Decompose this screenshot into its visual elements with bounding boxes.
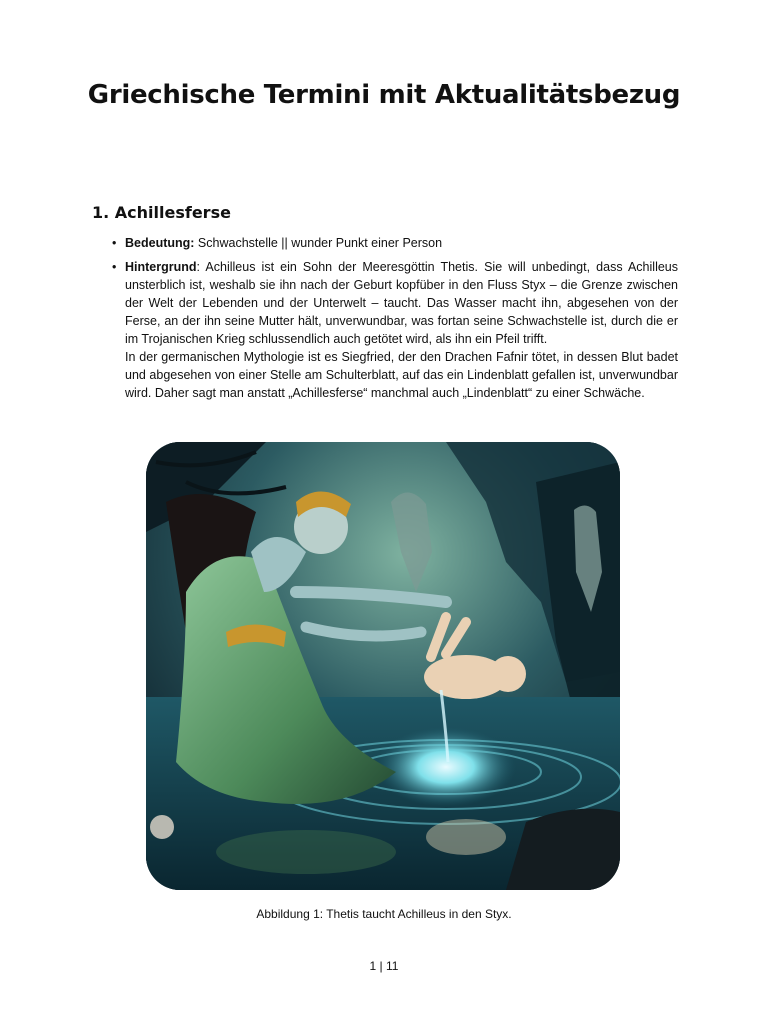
section-heading: 1. Achillesferse (92, 203, 231, 222)
list-item-background (106, 258, 678, 402)
item-text-continued: In der germanischen Mythologie ist es Siegfried, der den Drachen Fafnir tötet, in dessen Blut badet und abgesehen von einer Stelle am Schulterblatt, auf das ein Lindenblatt gefallen ist, unverwundbar wird. Daher sagt man anstatt „Achillesferse“ manchmal auch „Lindenblatt“ zu einer Schwäche. (125, 350, 678, 400)
item-label: Bedeutung (125, 236, 191, 250)
page-number: 1 | 11 (369, 959, 399, 973)
item-label: Hintergrund (125, 260, 197, 274)
bullet-icon: • (112, 236, 117, 250)
thetis-illustration (146, 442, 620, 890)
definition-list (106, 234, 678, 408)
item-separator: : (196, 260, 201, 274)
item-separator: : (190, 236, 195, 250)
list-item-meaning (106, 234, 678, 252)
item-text: Achilleus ist ein Sohn der Meeresgöttin Thetis. Sie will unbedingt, dass Achilleus unsterblich ist, weshalb sie ihn nach der Geburt kopfüber in den Fluss Styx – die Grenze zwischen der Welt der Lebenden und der Unterwelt – taucht. Das Wasser macht ihn, abgesehen von der Ferse, an der ihn seine Mutter hält, unverwundbar, was fortan seine Schwachstelle ist, durch die er im Trojanischen Krieg schlussendlich auch getötet wird, als ihn ein Pfeil trifft. (125, 260, 678, 346)
document-title: Griechische Termini mit Aktualitätsbezug (87, 80, 681, 110)
figure-caption: Abbildung 1: Thetis taucht Achilleus in den Styx. (256, 907, 512, 921)
bullet-icon: • (112, 260, 117, 274)
figure-image (146, 442, 620, 890)
item-text: Schwachstelle || wunder Punkt einer Person (194, 236, 443, 250)
